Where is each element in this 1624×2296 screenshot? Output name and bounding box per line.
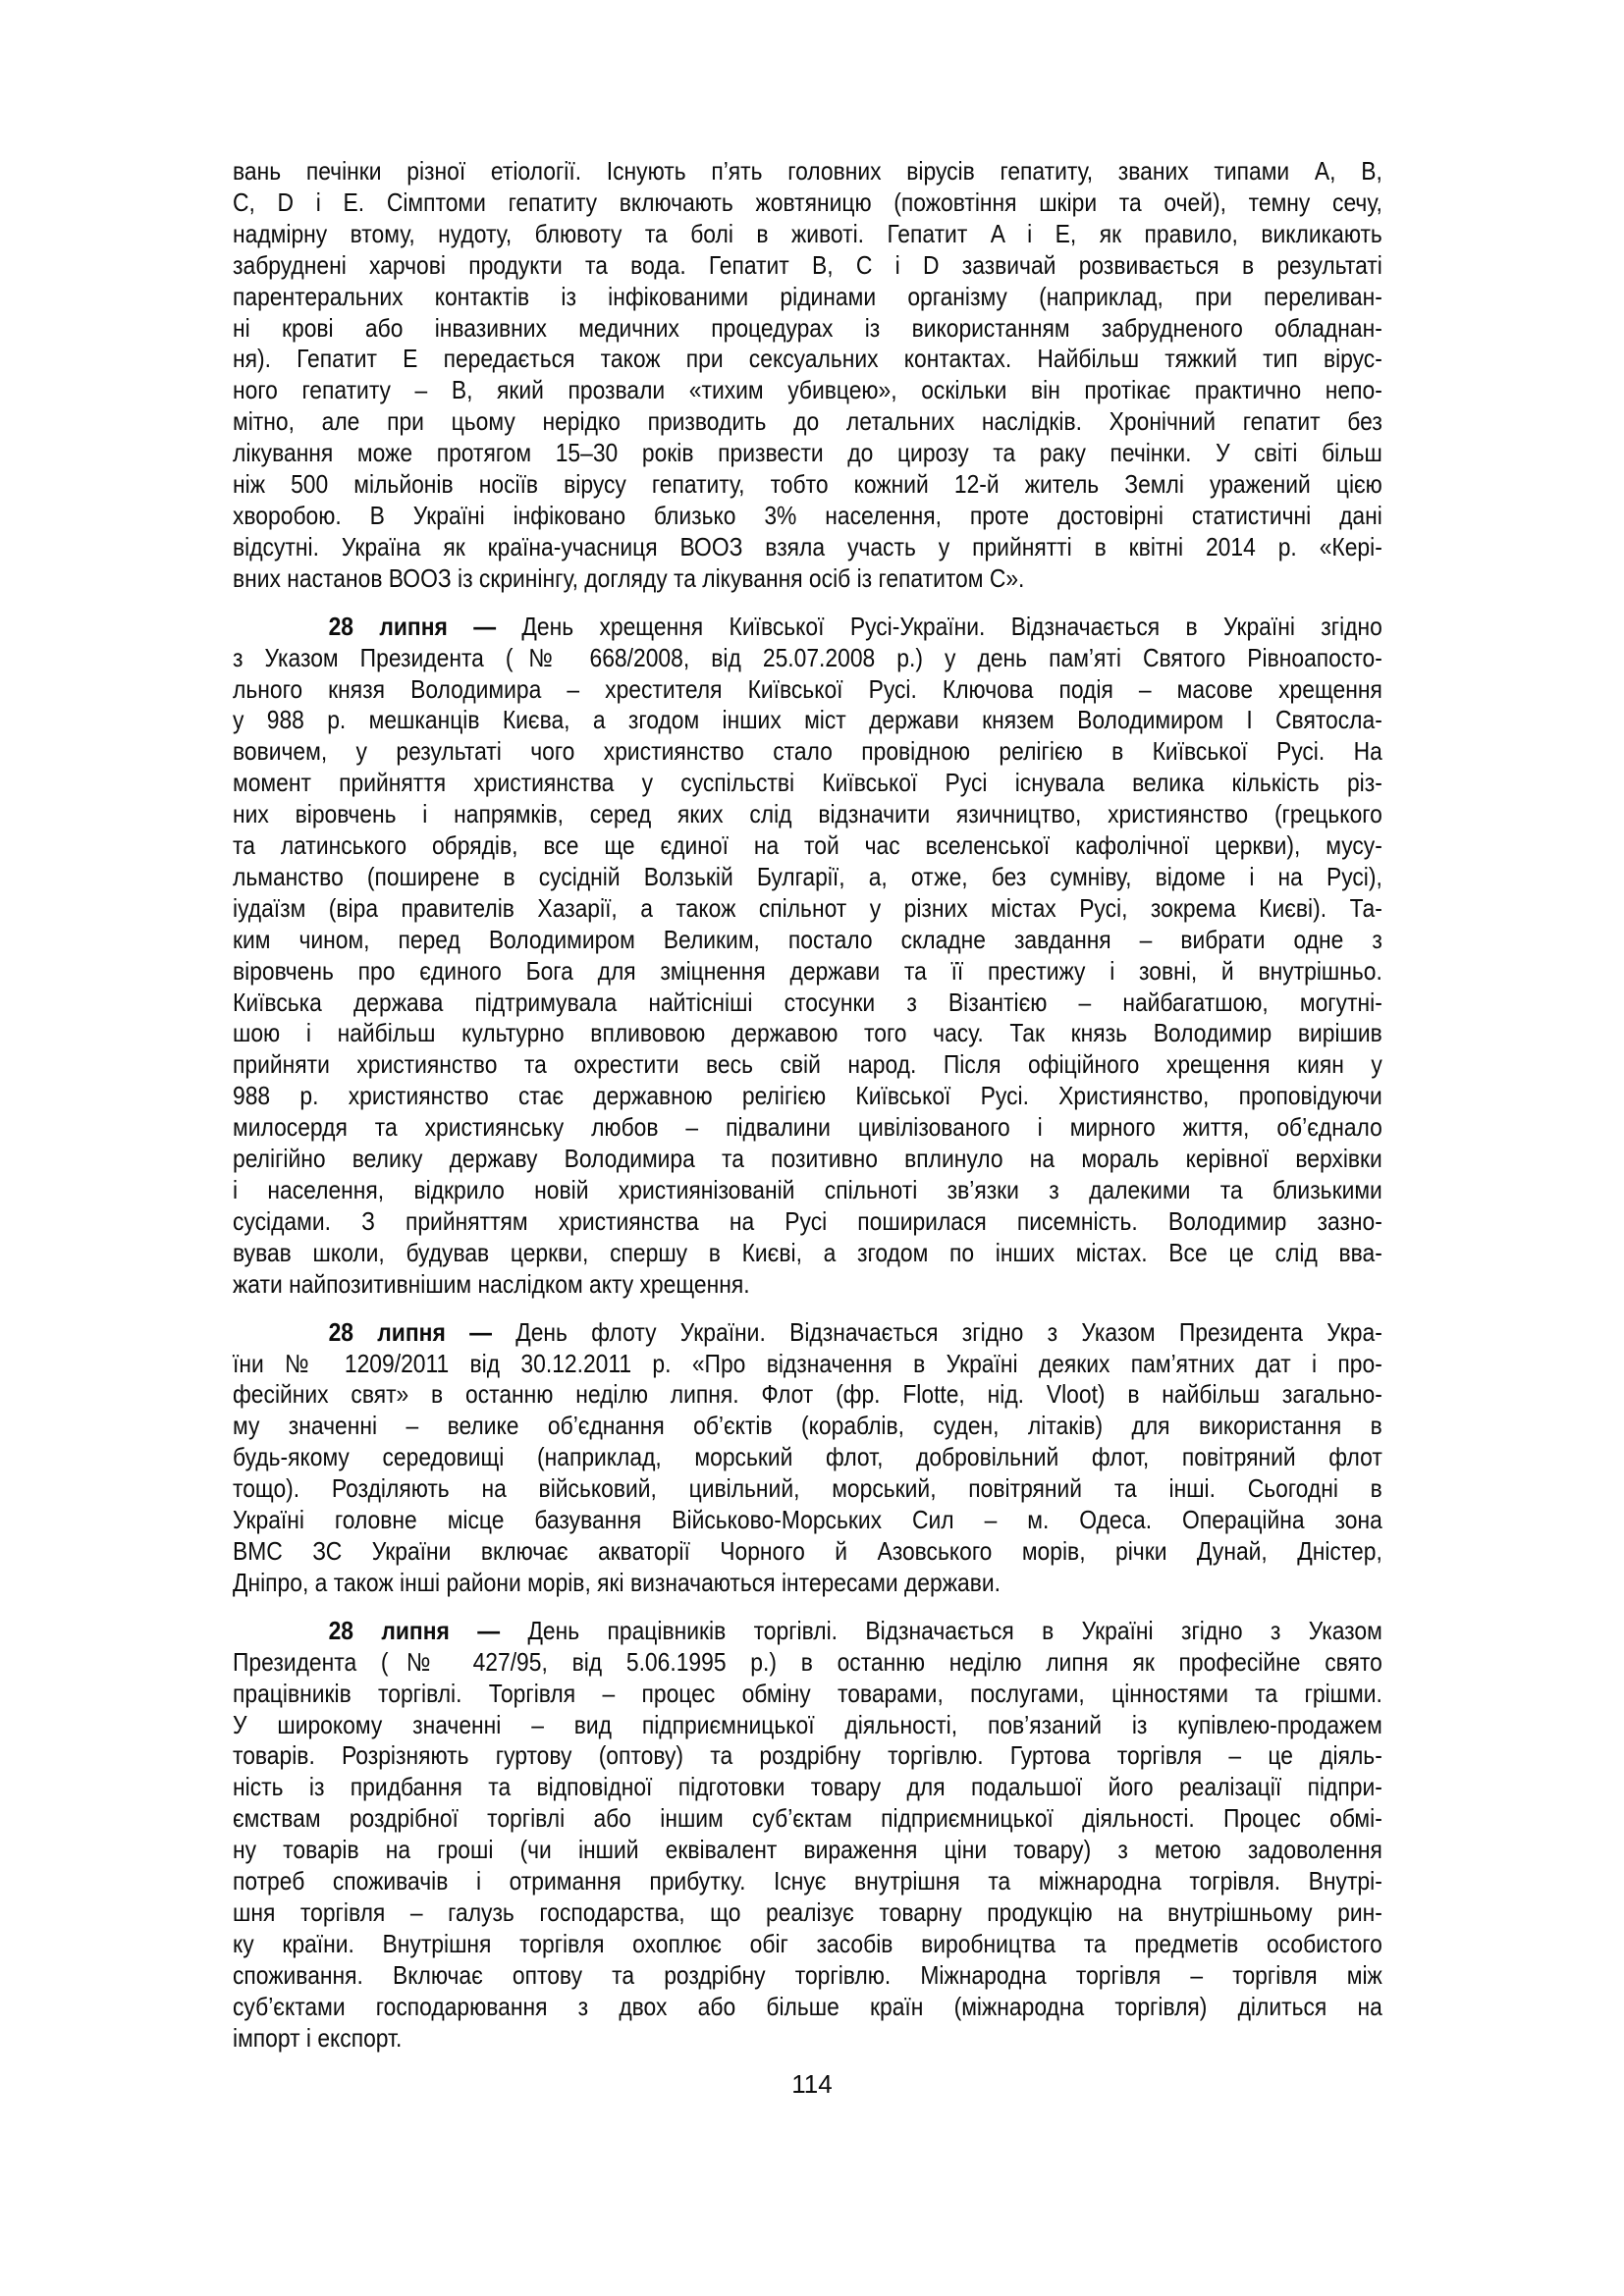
text-line: ня). Гепатит E передається також при сексуальних контактах. Найбільш тяжкий тип вірус- (233, 344, 1382, 374)
text-line: Україні головне місце базування Військово-Морських Сил – м. Одеса. Операційна зона (233, 1505, 1382, 1535)
text-line: ємствам роздрібної торгівлі або іншим суб’єктам підприємницької діяльності. Процес обмі- (233, 1803, 1382, 1834)
paragraph (233, 612, 1382, 1301)
text-line: тощо). Розділяють на військовий, цивільний, морський, повітряний та інші. Сьогодні в (233, 1473, 1382, 1504)
text-line: парентеральних контактів із інфікованими рідинами організму (наприклад, при переливан- (233, 281, 1382, 311)
paragraph (233, 1317, 1382, 1599)
text-line: Дніпро, а також інші райони морів, які визначаються інтересами держави. (233, 1567, 1001, 1597)
text-line: відсутні. Україна як країна-учасниця ВООЗ взяла участь у прийнятті в квітні 2014 р. «Кері- (233, 531, 1382, 561)
text-line: ніж 500 мільйонів носіїв вірусу гепатиту, тобто кожний 12-й житель Землі уражений цією (233, 469, 1382, 500)
text-line: ного гепатиту – B, який прозвали «тихим убивцею», оскільки він протікає практично непо- (233, 375, 1382, 405)
text-line: ні крові або інвазивних медичних процедурах із використанням забрудненого обладнан- (233, 312, 1382, 343)
text-line: ність із придбання та відповідної підготовки товару для подальшої його реалізації підпри- (233, 1772, 1382, 1802)
text-line: У широкому значенні – вид підприємницької діяльності, пов’язаний із купівлею-продажем (233, 1709, 1382, 1739)
text-line: льного князя Володимира – хрестителя Київської Русі. Ключова подія – масове хрещення (233, 673, 1382, 704)
text-line: віровчень про єдиного Бога для зміцнення держави та її престижу і зовні, й внутрішньо. (233, 955, 1382, 986)
text-line: вував школи, будував церкви, спершу в Києві, а згодом по інших містах. Все це слід вва- (233, 1237, 1382, 1267)
text-line: фесійних свят» в останню неділю липня. Флот (фр. Flotte, нід. Vloot) в найбільш загально- (233, 1379, 1382, 1410)
text-line: льманство (поширене в сусідній Волзькій Булгарії, а, отже, без сумніву, відоме і на Русі), (233, 861, 1382, 891)
text-line: шня торгівля – галузь господарства, що реалізує товарну продукцію на внутрішньому рин- (233, 1896, 1382, 1927)
text-line: їни № 1209/2011 від 30.12.2011 р. «Про відзначення в Україні деяких пам’ятних дат і про- (233, 1348, 1382, 1378)
page-number: 114 (791, 2069, 833, 2099)
text-line: 988 р. християнство стає державною релігією Київської Русі. Християнство, проповідуючи (233, 1081, 1382, 1111)
text-line: прийняти християнство та охрестити весь свій народ. Після офіційного хрещення киян у (233, 1049, 1382, 1080)
text-line: жати найпозитивнішим наслідком акту хрещення. (233, 1268, 750, 1299)
text-line: них віровчень і напрямків, серед яких слід відзначити язичництво, християнство (грецького (233, 799, 1382, 829)
date-lead: 28 липня — (328, 1316, 492, 1347)
text-line: шою і найбільш культурно впливовою державою того часу. Так князь Володимир вирішив (233, 1018, 1382, 1048)
text-line: мітно, але при цьому нерідко призводить до летальних наслідків. Хронічний гепатит без (233, 406, 1382, 437)
text-line: імпорт і експорт. (233, 2022, 403, 2053)
date-lead: 28 липня — (328, 1615, 501, 1645)
date-lead: 28 липня — (328, 611, 497, 641)
text-line: 28 липня — День хрещення Київської Русі-України. Відзначається в Україні згідно (328, 611, 1382, 641)
text-column (233, 156, 1382, 2054)
text-line: ку країни. Внутрішня торгівля охоплює обіг засобів виробництва та предметів особистого (233, 1928, 1382, 1958)
text-line: суб’єктами господарювання з двох або більше країн (міжнародна торгівля) ділиться на (233, 1991, 1382, 2021)
text-line: Київська держава підтримувала найтісніші стосунки з Візантією – найбагатшою, могутні- (233, 987, 1382, 1017)
text-line: вань печінки різної етіології. Існують п’ять головних вірусів гепатиту, званих типами A, B, (233, 156, 1382, 186)
paragraph (233, 156, 1382, 595)
text-line: іудаїзм (віра правителів Хазарії, а також спільнот у різних містах Русі, зокрема Києві). Та- (233, 892, 1382, 923)
text-line: C, D і E. Сімптоми гепатиту включають жовтяницю (пожовтіння шкіри та очей), темну сечу, (233, 187, 1382, 217)
text-line: релігійно велику державу Володимира та позитивно вплинуло на мораль керівної верхівки (233, 1144, 1382, 1174)
text-line: хворобою. В Україні інфіковано близько 3% населення, проте достовірні статистичні дані (233, 500, 1382, 530)
text-line: сусідами. З прийняттям християнства на Русі поширилася писемність. Володимир зазно- (233, 1205, 1382, 1236)
text-line: му значенні – велике об’єднання об’єктів (кораблів, суден, літаків) для використання в (233, 1411, 1382, 1441)
text-line: 28 липня — День флоту України. Відзначається згідно з Указом Президента Укра- (328, 1316, 1382, 1347)
text-line: ким чином, перед Володимиром Великим, постало складне завдання – вибрати одне з (233, 924, 1382, 954)
text-line: Президента (№ 427/95, від 5.06.1995 р.) в останню неділю липня як професійне свято (233, 1646, 1382, 1677)
text-line: ну товарів на гроші (чи інший еквівалент вираження ціни товару) з метою задоволення (233, 1835, 1382, 1865)
text-line: вовичем, у результаті чого християнство стало провідною релігією в Київської Русі. На (233, 736, 1382, 767)
text-line: та латинського обрядів, все ще єдиної на той час вселенської кафолічної церкви), мусу- (233, 830, 1382, 861)
text-line: і населення, відкрило новій християнізованій спільноті зв’язки з далекими та близькими (233, 1175, 1382, 1204)
text-line: момент прийняття християнства у суспільстві Київської Русі існувала велика кількість різ- (233, 768, 1382, 798)
text-line: з Указом Президента (№ 668/2008, від 25.07.2008 р.) у день пам’яті Святого Рівноапосто- (233, 642, 1382, 672)
text-line: будь-якому середовищі (наприклад, морський флот, добровільний флот, повітряний флот (233, 1442, 1382, 1472)
text-line: забруднені харчові продукти та вода. Гепатит B, C і D зазвичай розвивається в результаті (233, 249, 1382, 280)
text-line: товарів. Розрізняють гуртову (оптову) та роздрібну торгівлю. Гуртова торгівля – це діяль- (233, 1740, 1382, 1771)
text-line: працівників торгівлі. Торгівля – процес обміну товарами, послугами, цінностями та грішми. (233, 1678, 1382, 1708)
text-line: вних настанов ВООЗ із скринінгу, догляду та лікування осіб із гепатитом С». (233, 562, 1025, 593)
text-line: надмірну втому, нудоту, блювоту та болі в животі. Гепатит A і E, як правило, викликають (233, 218, 1382, 248)
text-line: ВМС ЗС України включає акваторії Чорного й Азовського морів, річки Дунай, Дністер, (233, 1535, 1382, 1566)
text-line: у 988 р. мешканців Києва, а згодом інших міст держави князем Володимиром І Святосла- (233, 705, 1382, 735)
text-line: милосердя та християнську любов – підвалини цивілізованого і мирного життя, об’єднало (233, 1112, 1382, 1143)
text-line: лікування може протягом 15–30 років призвести до цирозу та раку печінки. У світі більш (233, 438, 1382, 468)
text-line: споживання. Включає оптову та роздрібну торгівлю. Міжнародна торгівля – торгівля між (233, 1959, 1382, 1990)
text-line: 28 липня — День працівників торгівлі. Відзначається в Україні згідно з Указом (328, 1615, 1382, 1645)
paragraph (233, 1616, 1382, 2055)
text-line: потреб споживачів і отримання прибутку. Існує внутрішня та міжнародна тогрівля. Внутрі- (233, 1866, 1382, 1896)
